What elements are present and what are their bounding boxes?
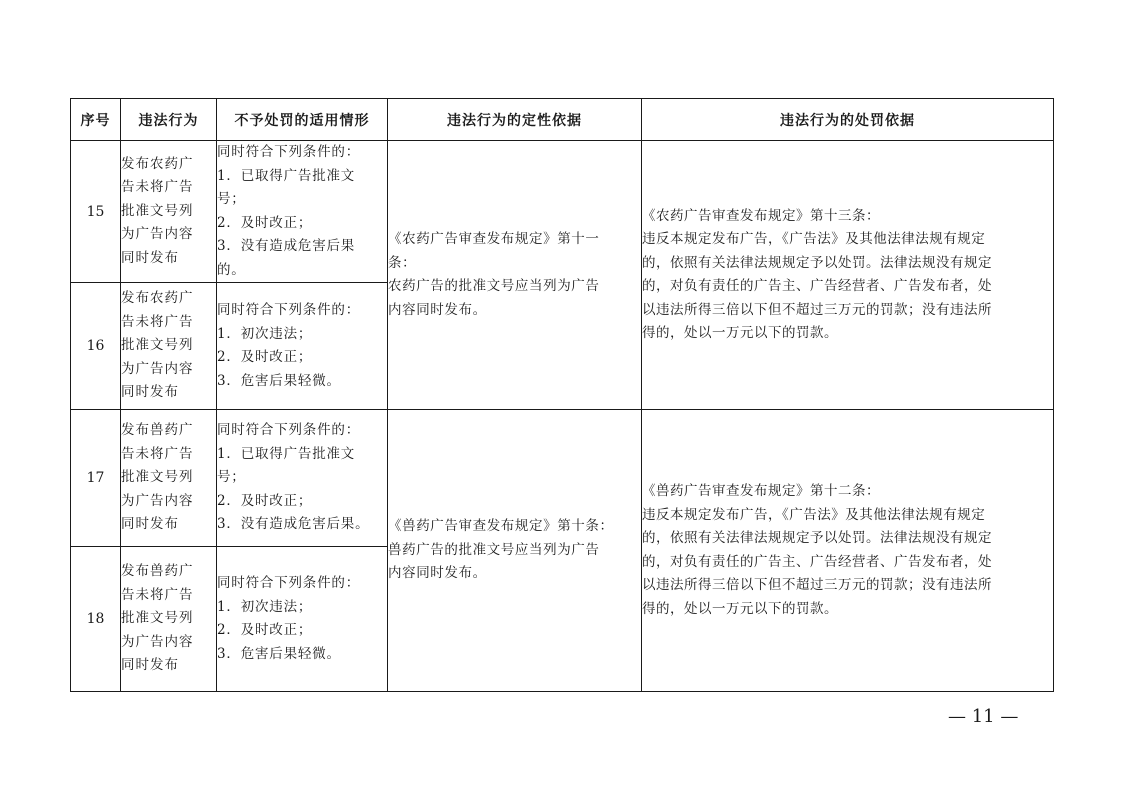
row-conditions: 同时符合下列条件的： 1．已取得广告批准文 号； 2．及时改正； 3．没有造成危害后果。 [217, 410, 388, 547]
row-behavior: 发布农药广 告未将广告 批准文号列 为广告内容 同时发布 [121, 141, 217, 283]
group-penalty: 《农药广告审查发布规定》第十三条： 违反本规定发布广告，《广告法》及其他法律法规有规定 的，依照有关法律法规规定予以处罚。法律法规没有规定 的，对负有责任的广告主、广告经营者、广告发布者，处 以违法所得三倍以下但不超过三万元的罚款；没有违法所 得的，处以一万元以下的罚款。 [642, 141, 1054, 410]
table-row [71, 410, 1054, 547]
penalty-table [70, 98, 1054, 692]
row-conditions: 同时符合下列条件的： 1．初次违法； 2．及时改正； 3．危害后果轻微。 [217, 547, 388, 692]
group-penalty: 《兽药广告审查发布规定》第十二条： 违反本规定发布广告，《广告法》及其他法律法规有规定 的，依照有关法律法规规定予以处罚。法律法规没有规定 的，对负有责任的广告主、广告经营者、广告发布者，处 以违法所得三倍以下但不超过三万元的罚款；没有违法所 得的，处以一万元以下的罚款。 [642, 410, 1054, 692]
row-conditions: 同时符合下列条件的： 1．初次违法； 2．及时改正； 3．危害后果轻微。 [217, 283, 388, 410]
header-seq: 序号 [71, 99, 121, 141]
row-seq: 15 [71, 141, 121, 283]
header-penalty: 违法行为的处罚依据 [642, 99, 1054, 141]
row-seq: 17 [71, 410, 121, 547]
row-conditions: 同时符合下列条件的： 1．已取得广告批准文 号； 2．及时改正； 3．没有造成危害后果 的。 [217, 141, 388, 283]
page-number: — 11 — [948, 706, 1019, 727]
header-basis: 违法行为的定性依据 [388, 99, 642, 141]
group-basis: 《兽药广告审查发布规定》第十条： 兽药广告的批准文号应当列为广告 内容同时发布。 [388, 410, 642, 692]
row-behavior: 发布兽药广 告未将广告 批准文号列 为广告内容 同时发布 [121, 410, 217, 547]
row-seq: 18 [71, 547, 121, 692]
row-behavior: 发布兽药广 告未将广告 批准文号列 为广告内容 同时发布 [121, 547, 217, 692]
row-seq: 16 [71, 283, 121, 410]
group-basis: 《农药广告审查发布规定》第十一 条： 农药广告的批准文号应当列为广告 内容同时发布。 [388, 141, 642, 410]
header-row [71, 99, 1054, 141]
table-row [71, 141, 1054, 283]
header-conditions: 不予处罚的适用情形 [217, 99, 388, 141]
header-behavior: 违法行为 [121, 99, 217, 141]
row-behavior: 发布农药广 告未将广告 批准文号列 为广告内容 同时发布 [121, 283, 217, 410]
